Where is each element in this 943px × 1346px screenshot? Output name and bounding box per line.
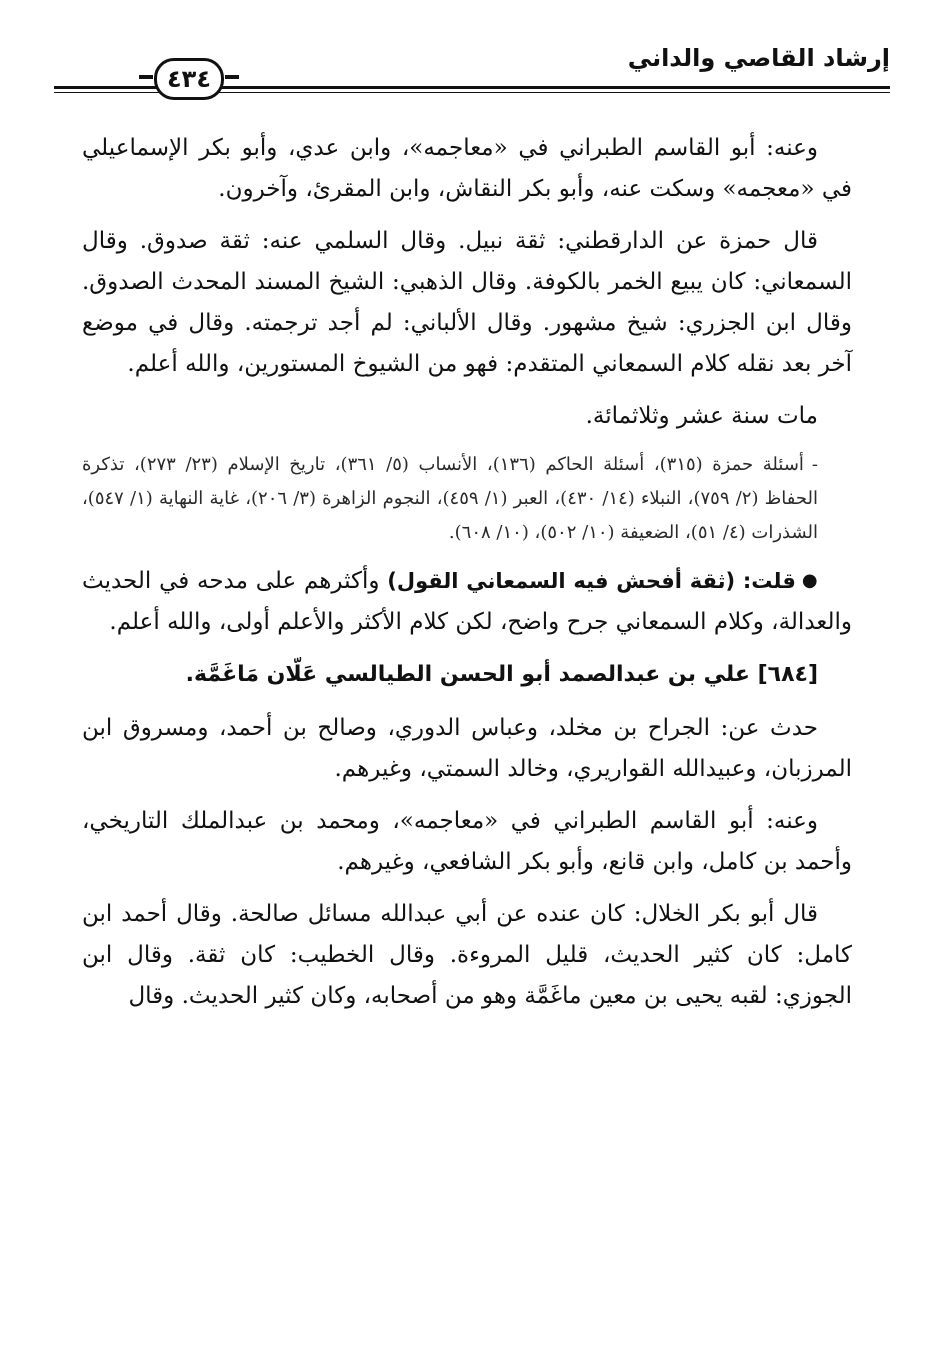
- paragraph-gradings: قال حمزة عن الدارقطني: ثقة نبيل. وقال السلمي عنه: ثقة صدوق. وقال السمعاني: كان يبيع الخمر بالكوفة. وقال الذهبي: الشيخ المسند المحدث الصدوق. وقال ابن الجزري: شيخ مشهور. وقال الألباني: لم أجد ترجمته. وقال في موضع آخر بعد نقله كلام السمعاني المتقدم: فهو من الشيوخ المستورين، والله أعلم.: [82, 228, 852, 377]
- paragraph-narrators: وعنه: أبو القاسم الطبراني في «معاجمه»، وابن عدي، وأبو بكر الإسماعيلي في «معجمه» وسكت عنه، وأبو بكر النقاش، وابن المقرئ، وآخرون.: [82, 135, 852, 202]
- note-label: قلت:: [742, 569, 796, 593]
- page-number: ٤٣٤: [154, 58, 224, 100]
- footnote-text: أسئلة حمزة (٣١٥)، أسئلة الحاكم (١٣٦)، الأنساب (٥/ ٣٦١)، تاريخ الإسلام (٢٣/ ٢٧٣)، تذكرة الحفاظ (٢/ ٧٥٩)، النبلاء (١٤/ ٤٣٠)، العبر (١/ ٤٥٩)، النجوم الزاهرة (٣/ ٢٠٦)، غاية النهاية (١/ ٥٤٧)، الشذرات (٤/ ٥١)، الضعيفة (١٠/ ٥٠٢)، (١٠/ ٦٠٨).: [82, 454, 818, 543]
- bullet-icon: ●: [801, 570, 818, 591]
- running-header: [54, 40, 890, 100]
- note-verdict: (ثقة أفحش فيه السمعاني القول): [387, 569, 736, 593]
- paragraph-students: وعنه: أبو القاسم الطبراني في «معاجمه»، ومحمد بن عبدالملك التاريخي، وأحمد بن كامل، وابن قانع، وأبو بكر الشافعي، وغيرهم.: [82, 808, 852, 875]
- footnote-dash: -: [811, 454, 818, 475]
- page-body: [82, 128, 852, 1028]
- note-text: وأكثرهم على مدحه في الحديث والعدالة، وكلام السمعاني جرح واضح، لكن كلام الأكثر والأعلم أولى، والله أعلم.: [82, 568, 852, 635]
- paragraph-teachers: حدث عن: الجراح بن مخلد، وعباس الدوري، وصالح بن أحمد، ومسروق ابن المرزبان، وعبيدالله القواريري، وخالد السمتي، وغيرهم.: [82, 715, 852, 782]
- paragraph-gradings-2: قال أبو بكر الخلال: كان عنده عن أبي عبدالله مسائل صالحة. وقال أحمد ابن كامل: كان كثير الحديث، قليل المروءة. وقال الخطيب: كان ثقة. وقال ابن الجوزي: لقبه يحيى بن معين ماغَمَّة وهو من أصحابه، وكان كثير الحديث. وقال: [82, 901, 852, 1009]
- book-title: إرشاد القاصي والداني: [627, 44, 890, 72]
- entry-heading: [٦٨٤] علي بن عبدالصمد أبو الحسن الطيالسي عَلّان مَاغَمَّة.: [185, 662, 818, 687]
- paragraph-death: مات سنة عشر وثلاثمائة.: [585, 403, 818, 429]
- author-note: [82, 560, 852, 643]
- footnote-references: [82, 448, 852, 550]
